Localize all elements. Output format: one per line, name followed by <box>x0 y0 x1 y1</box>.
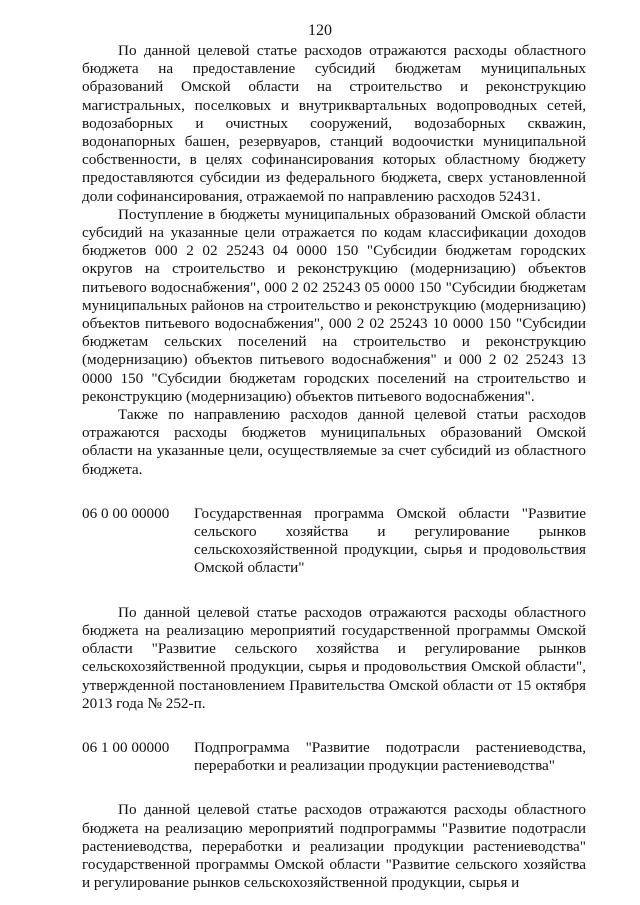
subprogram-code: 06 1 00 00000 <box>82 738 170 756</box>
program-title: Государственная программа Омской области "Развитие сельского хозяйства и регулирование рынков сельскохозяйственной продукции, сырья и продовольствия Омской области" <box>194 504 586 577</box>
page-number: 120 <box>308 22 332 39</box>
paragraph-subsidies-purpose: По данной целевой статье расходов отражаются расходы областного бюджета на предоставление субсидий бюджетам муниципальных образований Омской области на строительство и реконструкцию магистральных, поселковых и внутриквартальных водопроводных сетей, водозаборных и очистных сооружений, водозаборных скважин, водонапорных башен, резервуаров, станций водоочистки муниципальной собственности, в целях софинансирования которых областному бюджету предоставляются субсидии из федерального бюджета, сверх установленной доли софинансирования, отражаемой по направлению расходов 52431. <box>82 42 586 205</box>
program-code: 06 0 00 00000 <box>82 504 170 522</box>
paragraph-program-description: По данной целевой статье расходов отражаются расходы областного бюджета на реализацию мероприятий государственной программы Омской области "Развитие сельского хозяйства и регулирование рынков сельскохозяйственной продукции, сырья и продовольствия Омской области", утвержденной постановлением Правительства Омской области от 15 октября 2013 года № 252-п. <box>82 603 586 712</box>
paragraph-municipal-expenses: Также по направлению расходов данной целевой статьи расходов отражаются расходы бюджетов муниципальных образований Омской области на указанные цели, осуществляемые за счет субсидий из областного бюджета. <box>82 406 586 478</box>
document-body <box>82 42 586 892</box>
paragraph-subprogram-description: По данной целевой статье расходов отражаются расходы областного бюджета на реализацию мероприятий подпрограммы "Развитие подотрасли растениеводства, переработки и реализации продукции растениеводства" государственной программы Омской области "Развитие сельского хозяйства и регулирование рынков сельскохозяйственной продукции, сырья и <box>82 801 586 892</box>
subprogram-entry <box>82 739 586 775</box>
program-entry <box>82 505 586 578</box>
subprogram-title: Подпрограмма "Развитие подотрасли растениеводства, переработки и реализации продукции растениеводства" <box>194 738 586 775</box>
paragraph-income-codes: Поступление в бюджеты муниципальных образований Омской области субсидий на указанные цели отражается по кодам классификации доходов бюджетов 000 2 02 25243 04 0000 150 "Субсидии бюджетам городских округов на строительство и реконструкцию (модернизацию) объектов питьевого водоснабжения", 000 2 02 25243 05 0000 150 "Субсидии бюджетам муниципальных районов на строительство и реконструкцию (модернизацию) объектов питьевого водоснабжения", 000 2 02 25243 10 0000 150 "Субсидии бюджетам сельских поселений на строительство и реконструкцию (модернизацию) объектов питьевого водоснабжения" и 000 2 02 25243 13 0000 150 "Субсидии бюджетам городских поселений на строительство и реконструкцию (модернизацию) объектов питьевого водоснабжения". <box>82 205 586 405</box>
